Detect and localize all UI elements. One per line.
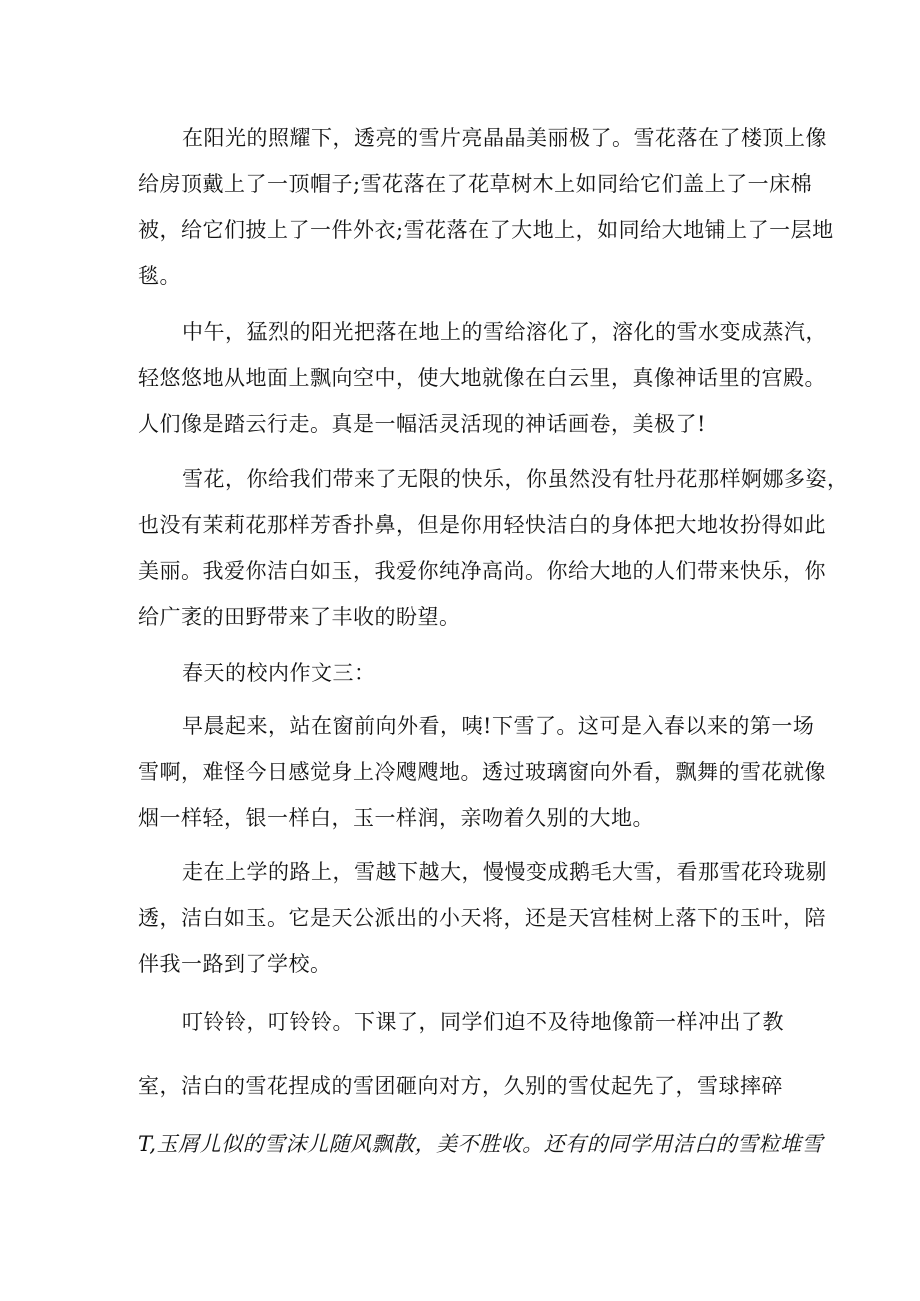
paragraph-1-line-3: 被，给它们披上了一件外衣;雪花落在了大地上，如同给大地铺上了一层地: [138, 218, 834, 242]
paragraph-6-line-3: 伴我一路到了学校。: [138, 952, 332, 976]
paragraph-7-line-3: T,玉屑儿似的雪沫儿随风飘散，美不胜收。还有的同学用洁白的雪粒堆雪: [138, 1132, 824, 1156]
paragraph-1-line-4: 毯。: [138, 264, 181, 288]
paragraph-5-line-2: 雪啊，难怪今日感觉身上冷飕飕地。透过玻璃窗向外看，飘舞的雪花就像: [138, 760, 826, 784]
paragraph-3-line-2: 也没有茉莉花那样芳香扑鼻，但是你用轻快洁白的身体把大地妆扮得如此: [138, 513, 826, 537]
paragraph-1-line-2: 给房顶戴上了一顶帽子;雪花落在了花草树木上如同给它们盖上了一床棉: [138, 172, 813, 196]
paragraph-2-line-1: 中午，猛烈的阳光把落在地上的雪给溶化了，溶化的雪水变成蒸汽，: [182, 320, 827, 344]
paragraph-1-line-1: 在阳光的照耀下，透亮的雪片亮晶晶美丽极了。雪花落在了楼顶上像: [182, 126, 827, 150]
paragraph-3-line-4: 给广袤的田野带来了丰收的盼望。: [138, 605, 461, 629]
paragraph-5-line-1: 早晨起来，站在窗前向外看，咦!下雪了。这可是入春以来的第一场: [182, 714, 815, 738]
paragraph-2-line-2: 轻悠悠地从地面上飘向空中，使大地就像在白云里，真像神话里的宫殿。: [138, 366, 826, 390]
paragraph-6-line-1: 走在上学的路上，雪越下越大，慢慢变成鹅毛大雪，看那雪花玲珑剔: [182, 860, 827, 884]
paragraph-7-line-2: 室，洁白的雪花捏成的雪团砸向对方，久别的雪仗起先了，雪球摔碎: [138, 1074, 783, 1098]
section-heading: 春天的校内作文三：: [182, 661, 376, 685]
paragraph-5-line-3: 烟一样轻，银一样白，玉一样润，亲吻着久别的大地。: [138, 806, 654, 830]
paragraph-7-line-1: 叮铃铃，叮铃铃。下课了，同学们迫不及待地像箭一样冲出了教: [182, 1010, 784, 1034]
paragraph-3-line-1: 雪花，你给我们带来了无限的快乐，你虽然没有牡丹花那样婀娜多姿，: [182, 467, 849, 491]
paragraph-2-line-3: 人们像是踏云行走。真是一幅活灵活现的神话画卷，美极了!: [138, 412, 706, 436]
paragraph-3-line-3: 美丽。我爱你洁白如玉，我爱你纯净高尚。你给大地的人们带来快乐，你: [138, 559, 826, 583]
paragraph-6-line-2: 透，洁白如玉。它是天公派出的小天将，还是天宫桂树上落下的玉叶，陪: [138, 906, 826, 930]
